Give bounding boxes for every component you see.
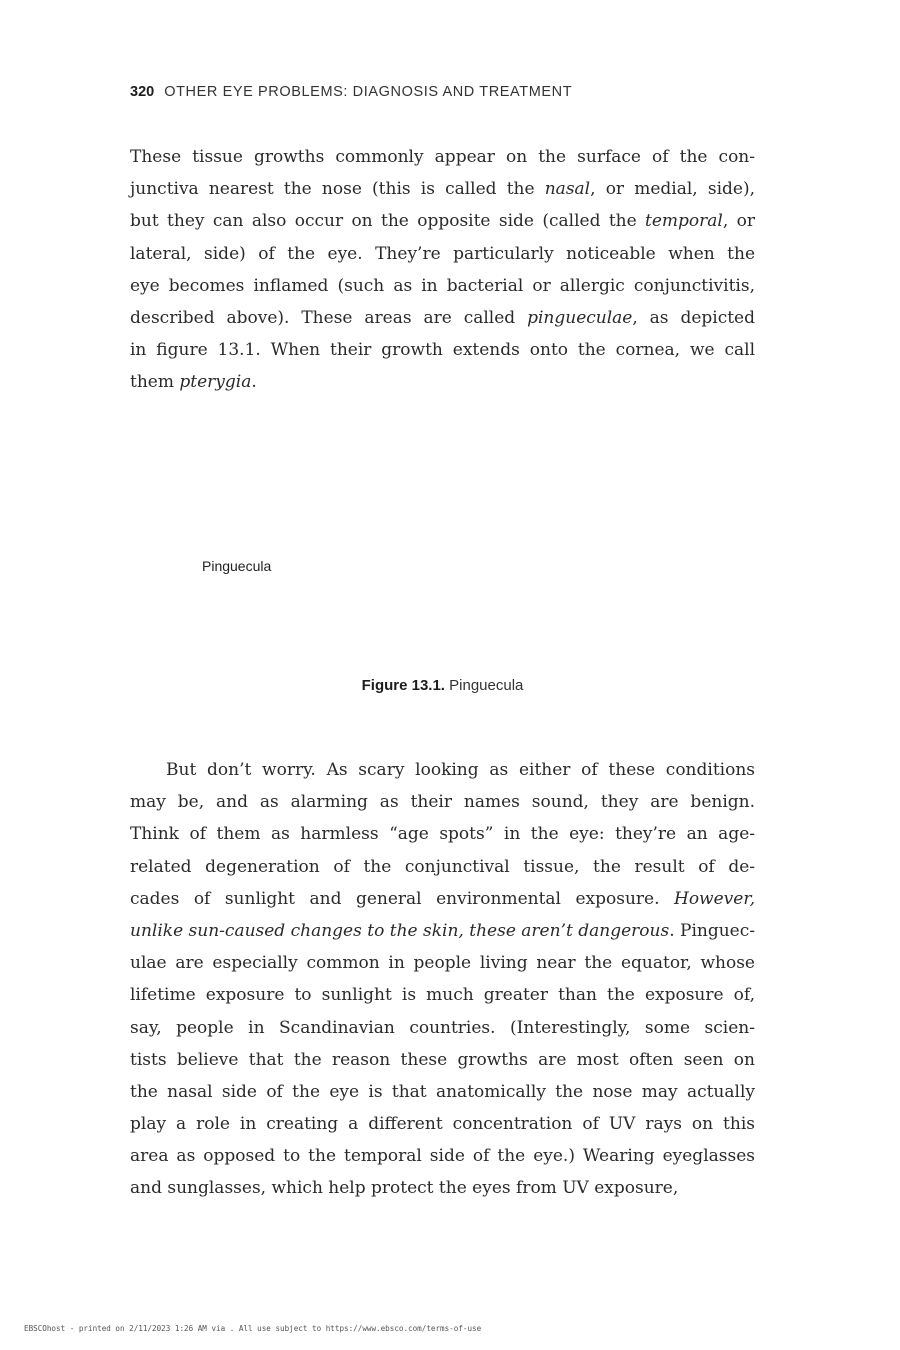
text-segment: area as opposed to the temporal side of the eye.) Wearing eyeglasses <box>130 1146 755 1167</box>
text-segment: and sunglasses, which help protect the eyes from UV exposure, <box>130 1178 679 1199</box>
running-title: OTHER EYE PROBLEMS: DIAGNOSIS AND TREATMENT <box>164 84 573 100</box>
text-line <box>130 915 755 947</box>
footer-notice: EBSCOhost - printed on 2/11/2023 1:26 AM via . All use subject to https://www.ebsco.com/terms-of-use <box>24 1324 482 1333</box>
text-segment: lateral, side) of the eye. They’re particularly noticeable when the <box>130 243 755 264</box>
text-segment: But don’t worry. As scary looking as either of these conditions <box>166 760 755 780</box>
running-head <box>130 84 572 100</box>
text-line <box>130 141 755 173</box>
figure-label: Pinguecula <box>202 558 272 574</box>
italic-text: nasal <box>544 179 591 200</box>
text-line <box>130 786 755 818</box>
text-line <box>130 238 755 270</box>
text-line <box>130 818 755 850</box>
text-line <box>130 851 755 883</box>
text-line <box>130 366 755 398</box>
figure-caption <box>130 677 755 694</box>
text-segment: Think of them as harmless “age spots” in the eye: they’re an age- <box>130 824 755 845</box>
text-segment: . <box>251 372 257 393</box>
text-segment: junctiva nearest the nose (this is called the <box>130 179 545 200</box>
text-line <box>130 205 755 237</box>
text-segment: related degeneration of the conjunctival tissue, the result of de- <box>130 856 755 877</box>
text-line <box>130 754 755 786</box>
paragraph-1 <box>130 141 755 399</box>
text-segment: in figure 13.1. When their growth extends onto the cornea, we call <box>130 340 755 361</box>
text-segment: . Pinguec- <box>669 920 755 941</box>
text-line <box>130 1108 755 1140</box>
figure-caption-text: Pinguecula <box>444 677 524 694</box>
italic-text: temporal <box>645 211 723 232</box>
text-segment: ulae are especially common in people living near the equator, whose <box>130 953 755 974</box>
text-line <box>130 334 755 366</box>
text-segment: described above). These areas are called <box>130 307 528 328</box>
text-line <box>130 173 755 205</box>
text-line <box>130 1076 755 1108</box>
text-segment: play a role in creating a different concentration of UV rays on this <box>130 1114 755 1135</box>
text-segment: eye becomes inflamed (such as in bacterial or allergic conjunctivitis, <box>130 275 755 296</box>
text-segment: , as depicted <box>632 307 755 328</box>
text-line <box>130 270 755 302</box>
italic-text: pingueculae <box>527 307 633 328</box>
text-line <box>130 1012 755 1044</box>
figure-caption-number: Figure 13.1. <box>361 677 445 694</box>
text-segment: tists believe that the reason these growths are most often seen on <box>130 1049 755 1070</box>
figure-13-1 <box>130 420 755 720</box>
text-line <box>130 979 755 1011</box>
text-segment: lifetime exposure to sunlight is much greater than the exposure of, <box>130 985 755 1006</box>
italic-text: However, <box>674 888 755 909</box>
text-line <box>130 1172 755 1204</box>
text-line <box>130 883 755 915</box>
text-segment: may be, and as alarming as their names sound, they are benign. <box>130 792 755 813</box>
text-segment: These tissue growths commonly appear on the surface of the con- <box>130 147 755 167</box>
text-segment: the nasal side of the eye is that anatomically the nose may actually <box>130 1081 755 1102</box>
text-segment: say, people in Scandinavian countries. (Interestingly, some scien- <box>130 1017 755 1038</box>
text-line <box>130 302 755 334</box>
text-segment: cades of sunlight and general environmental exposure. <box>130 888 674 909</box>
italic-text: pterygia <box>179 372 252 393</box>
text-segment: , or medial, side), <box>590 179 755 200</box>
text-line <box>130 947 755 979</box>
text-line <box>130 1044 755 1076</box>
text-line <box>130 1140 755 1172</box>
text-segment: them <box>130 372 180 393</box>
italic-text: unlike sun-caused changes to the skin, these aren’t dangerous <box>130 920 670 941</box>
text-segment: , or <box>722 211 755 232</box>
page-number: 320 <box>130 84 155 100</box>
paragraph-2 <box>130 754 755 1205</box>
text-segment: but they can also occur on the opposite side (called the <box>130 211 646 232</box>
